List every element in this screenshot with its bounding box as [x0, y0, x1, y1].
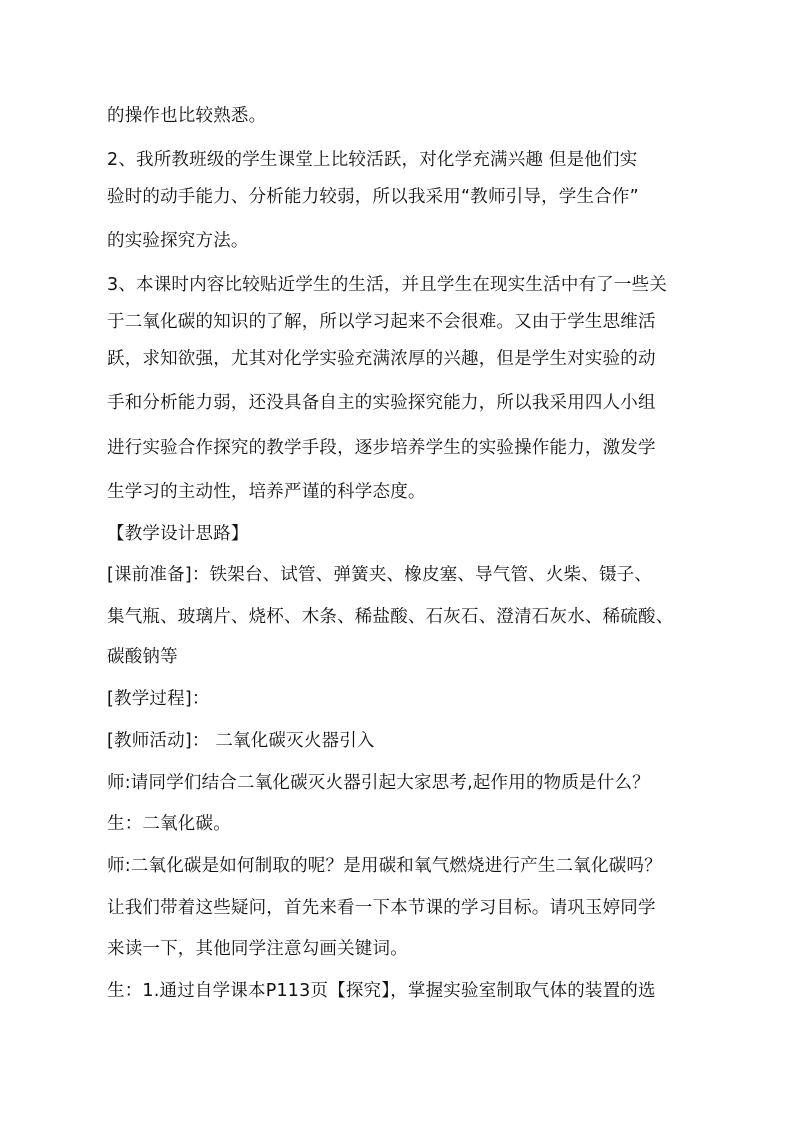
text-line: [课前准备]：铁架台、试管、弹簧夹、橡皮塞、导气管、火柴、镊子、 [107, 565, 653, 585]
section-heading: 【教学设计思路】 [107, 524, 249, 544]
text-line: 来读一下，其他同学注意勾画关键词。 [107, 939, 408, 959]
text-line: 跃，求知欲强，尤其对化学实验充满浓厚的兴趣，但是学生对实验的动 [107, 349, 656, 369]
text-line: 生学习的主动性，培养严谨的科学态度。 [107, 482, 426, 502]
text-line: 集气瓶、玻璃片、烧杯、木条、稀盐酸、石灰石、澄清石灰水、稀硫酸、 [107, 607, 674, 627]
text-line: 生：1.通过自学课本P113页【探究】，掌握实验室制取气体的装置的选 [107, 981, 656, 1001]
text-line: 师:二氧化碳是如何制取的呢？是用碳和氧气燃烧进行产生二氧化碳吗？ [107, 856, 662, 876]
text-line: 于二氧化碳的知识的了解，所以学习起来不会很难。又由于学生思维活 [107, 312, 656, 332]
text-line: 的操作也比较熟悉。 [107, 106, 267, 126]
text-line: 让我们带着这些疑问，首先来看一下本节课的学习目标。请巩玉婷同学 [107, 898, 656, 918]
text-line: 3、本课时内容比较贴近学生的生活，并且学生在现实生活中有了一些关 [107, 275, 668, 295]
text-line: [教师活动]： 二氧化碳灭火器引入 [107, 731, 375, 751]
text-line: 手和分析能力弱，还没具备自主的实验探究能力，所以我采用四人小组 [107, 393, 656, 413]
text-line: 师:请同学们结合二氧化碳灭火器引起大家思考,起作用的物质是什么？ [107, 773, 650, 793]
text-line: 碳酸钠等 [107, 647, 178, 667]
text-line: 进行实验合作探究的教学手段，逐步培养学生的实验操作能力，激发学 [107, 438, 656, 458]
text-line: 验时的动手能力、分析能力较弱，所以我采用“教师引导，学生合作” [107, 187, 639, 207]
text-line: [教学过程]： [107, 689, 210, 709]
text-line: 的实验探究方法。 [107, 231, 249, 251]
text-line: 2、我所教班级的学生课堂上比较活跃，对化学充满兴趣 但是他们实 [107, 150, 638, 170]
text-line: 生：二氧化碳。 [107, 814, 231, 834]
